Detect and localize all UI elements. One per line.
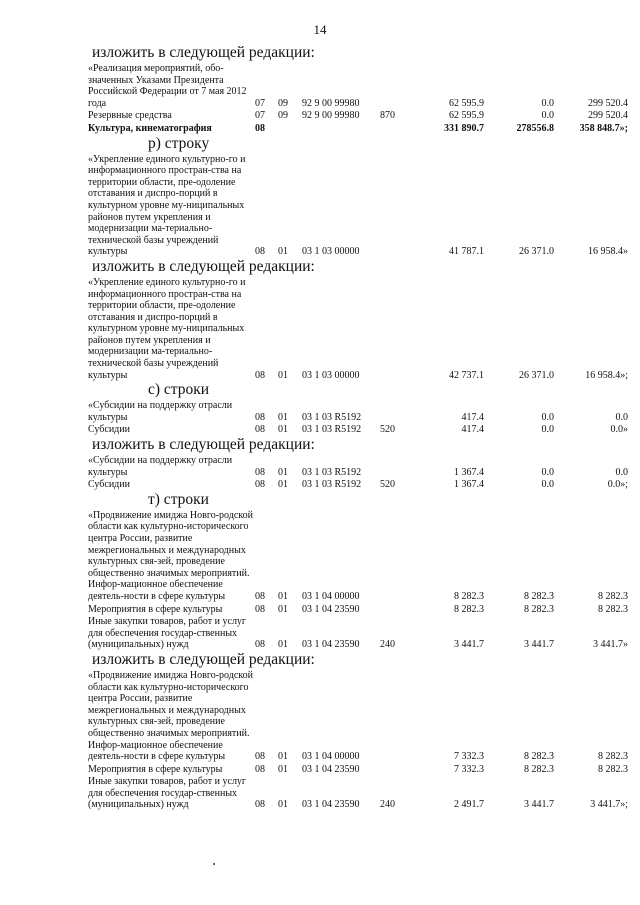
row-expense-type [380,669,416,763]
row-target-code: 03 1 04 00000 [302,751,360,763]
row-expense-type [380,509,416,603]
row-name: Субсидии [88,424,130,436]
row-value-year-3: 358 848.7»; [579,122,628,134]
row-value-year-3: 8 282.3 [598,590,628,602]
row-value-year-1: 3 441.7 [454,639,484,651]
row-subsection: 01 [278,603,288,615]
table-row [88,763,628,776]
row-value-year-3: 3 441.7»; [590,799,628,811]
row-expense-type [380,763,416,776]
row-target-code: 03 1 03 00000 [302,369,360,381]
row-value-year-1: 8 282.3 [454,590,484,602]
row-name: «Субсидии на поддержку отрасли культуры [88,400,233,423]
document-body [88,44,628,811]
row-subsection: 01 [278,479,288,491]
row-expense-type [380,153,416,258]
row-value-year-1: 417.4 [461,411,484,423]
table-row [88,109,628,122]
row-value-year-2: 26 371.0 [519,246,554,258]
row-expense-type: 240 [380,799,395,811]
row-name: Иные закупки товаров, работ и услуг для обеспечения государ-ственных (муниципальных) нужд [88,776,247,811]
row-value-year-2: 0.0 [541,424,554,436]
row-value-year-1: 41 787.1 [449,246,484,258]
row-value-year-1: 1 367.4 [454,466,484,478]
row-name: «Укрепление единого культурно-го и информационного простран-ства на территории области, пре-одоление отставания и диспро-порций в культурном уровне му-ниципальных районов путем укрепления и модернизации ма-териально-технической базы учреждений культуры [88,276,246,381]
row-expense-type [380,454,416,478]
page-number: 14 [313,22,327,37]
row-expense-type [380,603,416,616]
budget-table [88,669,628,811]
row-subsection: 01 [278,763,288,775]
block-heading: с) строки [148,381,210,399]
row-subsection: 01 [278,639,288,651]
row-value-year-3: 8 282.3 [598,603,628,615]
row-name: Мероприятия в сфере культуры [88,763,223,775]
block-heading: изложить в следующей редакции: [92,44,315,61]
row-subsection: 01 [278,369,288,381]
row-target-code: 92 9 00 99980 [302,110,360,122]
table-row [88,454,628,478]
row-value-year-3: 8 282.3 [598,751,628,763]
budget-table [88,399,628,436]
row-value-year-3: 0.0 [615,411,628,423]
row-value-year-3: 299 520.4 [588,110,628,122]
table-row [88,509,628,603]
row-value-year-1: 2 491.7 [454,799,484,811]
block-heading: изложить в следующей редакции: [92,650,315,668]
row-value-year-2: 0.0 [541,110,554,122]
row-value-year-1: 1 367.4 [454,479,484,491]
row-section: 08 [255,369,265,381]
row-section: 08 [255,424,265,436]
row-target-code [302,122,380,135]
row-value-year-1: 8 282.3 [454,603,484,615]
row-name: «Реализация мероприятий, обо-значенных Указами Президента Российской Федерации от 7 мая 2012 года [88,63,247,109]
row-value-year-3: 3 441.7» [593,639,628,651]
row-section: 08 [255,751,265,763]
table-row [88,399,628,423]
row-value-year-2: 0.0 [541,479,554,491]
row-target-code: 03 1 03 00000 [302,246,360,258]
table-row [88,62,628,109]
row-value-year-3: 0.0 [615,466,628,478]
row-value-year-2: 3 441.7 [524,639,554,651]
row-target-code: 03 1 04 23590 [302,603,360,615]
row-subsection: 01 [278,466,288,478]
row-subsection: 09 [278,110,288,122]
row-section: 08 [255,122,265,134]
row-value-year-3: 16 958.4» [588,246,628,258]
row-value-year-1: 62 595.9 [449,97,484,109]
budget-table [88,153,628,258]
row-value-year-1: 62 595.9 [449,110,484,122]
row-target-code: 03 1 04 23590 [302,799,360,811]
row-value-year-1: 331 890.7 [444,122,484,134]
row-section: 08 [255,466,265,478]
row-section: 07 [255,97,265,109]
row-subsection: 01 [278,411,288,423]
row-expense-type: 870 [380,110,395,122]
budget-table [88,509,628,651]
table-row [88,669,628,763]
row-name: «Укрепление единого культурно-го и информационного простран-ства на территории области, пре-одоление отставания и диспро-порций в культурном уровне му-ниципальных районов путем укрепления и модернизации ма-териально-технической базы учреждений культуры [88,153,246,258]
block-heading: изложить в следующей редакции: [92,257,315,275]
row-value-year-2: 26 371.0 [519,369,554,381]
row-name: «Продвижение имиджа Новго-родской области как культурно-исторического центра России, развитие межрегиональных и международных культурных свя-зей, проведение общественно значимых мероприятий. Инфор-мационное обеспечение деятель-ности в сфере культуры [88,669,253,763]
row-subsection: 01 [278,799,288,811]
row-name: Резервные средства [88,110,172,122]
row-expense-type [380,122,416,135]
row-expense-type: 240 [380,639,395,651]
row-value-year-1: 7 332.3 [454,751,484,763]
row-section: 08 [255,590,265,602]
row-section: 08 [255,763,265,775]
row-value-year-1: 42 737.1 [449,369,484,381]
row-value-year-2: 0.0 [541,411,554,423]
row-subsection: 01 [278,590,288,602]
row-target-code: 03 1 03 R5192 [302,479,362,491]
row-value-year-2: 278556.8 [516,122,554,134]
row-section: 07 [255,110,265,122]
table-row [88,478,628,491]
row-name: Культура, кинематография [88,122,212,134]
row-value-year-2: 0.0 [541,97,554,109]
row-subsection: 01 [278,246,288,258]
row-value-year-2: 8 282.3 [524,590,554,602]
row-subsection: 01 [278,751,288,763]
row-name: «Субсидии на поддержку отрасли культуры [88,455,233,478]
row-target-code: 03 1 04 00000 [302,590,360,602]
row-value-year-1: 7 332.3 [454,763,484,775]
scan-speck [213,863,215,865]
block-heading: р) строку [148,134,210,152]
row-value-year-3: 0.0» [610,424,628,436]
table-row [88,122,628,135]
row-target-code: 03 1 03 R5192 [302,424,362,436]
row-target-code: 03 1 03 R5192 [302,466,362,478]
table-row [88,423,628,436]
row-value-year-2: 8 282.3 [524,603,554,615]
row-value-year-2: 0.0 [541,466,554,478]
row-value-year-2: 8 282.3 [524,751,554,763]
row-value-year-1: 417.4 [461,424,484,436]
row-section: 08 [255,799,265,811]
row-subsection: 01 [278,424,288,436]
row-target-code: 92 9 00 99980 [302,97,360,109]
row-target-code: 03 1 04 23590 [302,763,360,775]
row-subsection: 09 [278,97,288,109]
row-section: 08 [255,411,265,423]
row-section: 08 [255,603,265,615]
row-target-code: 03 1 03 R5192 [302,411,362,423]
row-name: Мероприятия в сфере культуры [88,603,223,615]
budget-table [88,62,628,135]
table-row [88,615,628,651]
row-name: Иные закупки товаров, работ и услуг для обеспечения государ-ственных (муниципальных) нужд [88,616,247,651]
row-expense-type: 520 [380,479,395,491]
row-subsection [278,122,302,135]
row-section: 08 [255,639,265,651]
row-value-year-3: 8 282.3 [598,763,628,775]
row-value-year-3: 16 958.4»; [585,369,628,381]
block-heading: изложить в следующей редакции: [92,436,315,454]
table-row [88,153,628,258]
table-row [88,603,628,616]
row-name: «Продвижение имиджа Новго-родской области как культурно-исторического центра России, развитие межрегиональных и международных культурных свя-зей, проведение общественно значимых мероприятий. Инфор-мационное обеспечение деятель-ности в сфере культуры [88,509,253,602]
row-expense-type [380,62,416,109]
row-expense-type [380,276,416,381]
budget-table [88,276,628,381]
row-value-year-2: 3 441.7 [524,799,554,811]
row-section: 08 [255,479,265,491]
table-row [88,276,628,381]
budget-table [88,454,628,491]
row-value-year-2: 8 282.3 [524,763,554,775]
block-heading: т) строки [148,490,209,508]
row-value-year-3: 299 520.4 [588,97,628,109]
row-section: 08 [255,246,265,258]
row-value-year-3: 0.0»; [607,479,628,491]
row-name: Субсидии [88,479,130,491]
row-target-code: 03 1 04 23590 [302,639,360,651]
row-expense-type: 520 [380,424,395,436]
row-expense-type [380,399,416,423]
table-row [88,775,628,811]
